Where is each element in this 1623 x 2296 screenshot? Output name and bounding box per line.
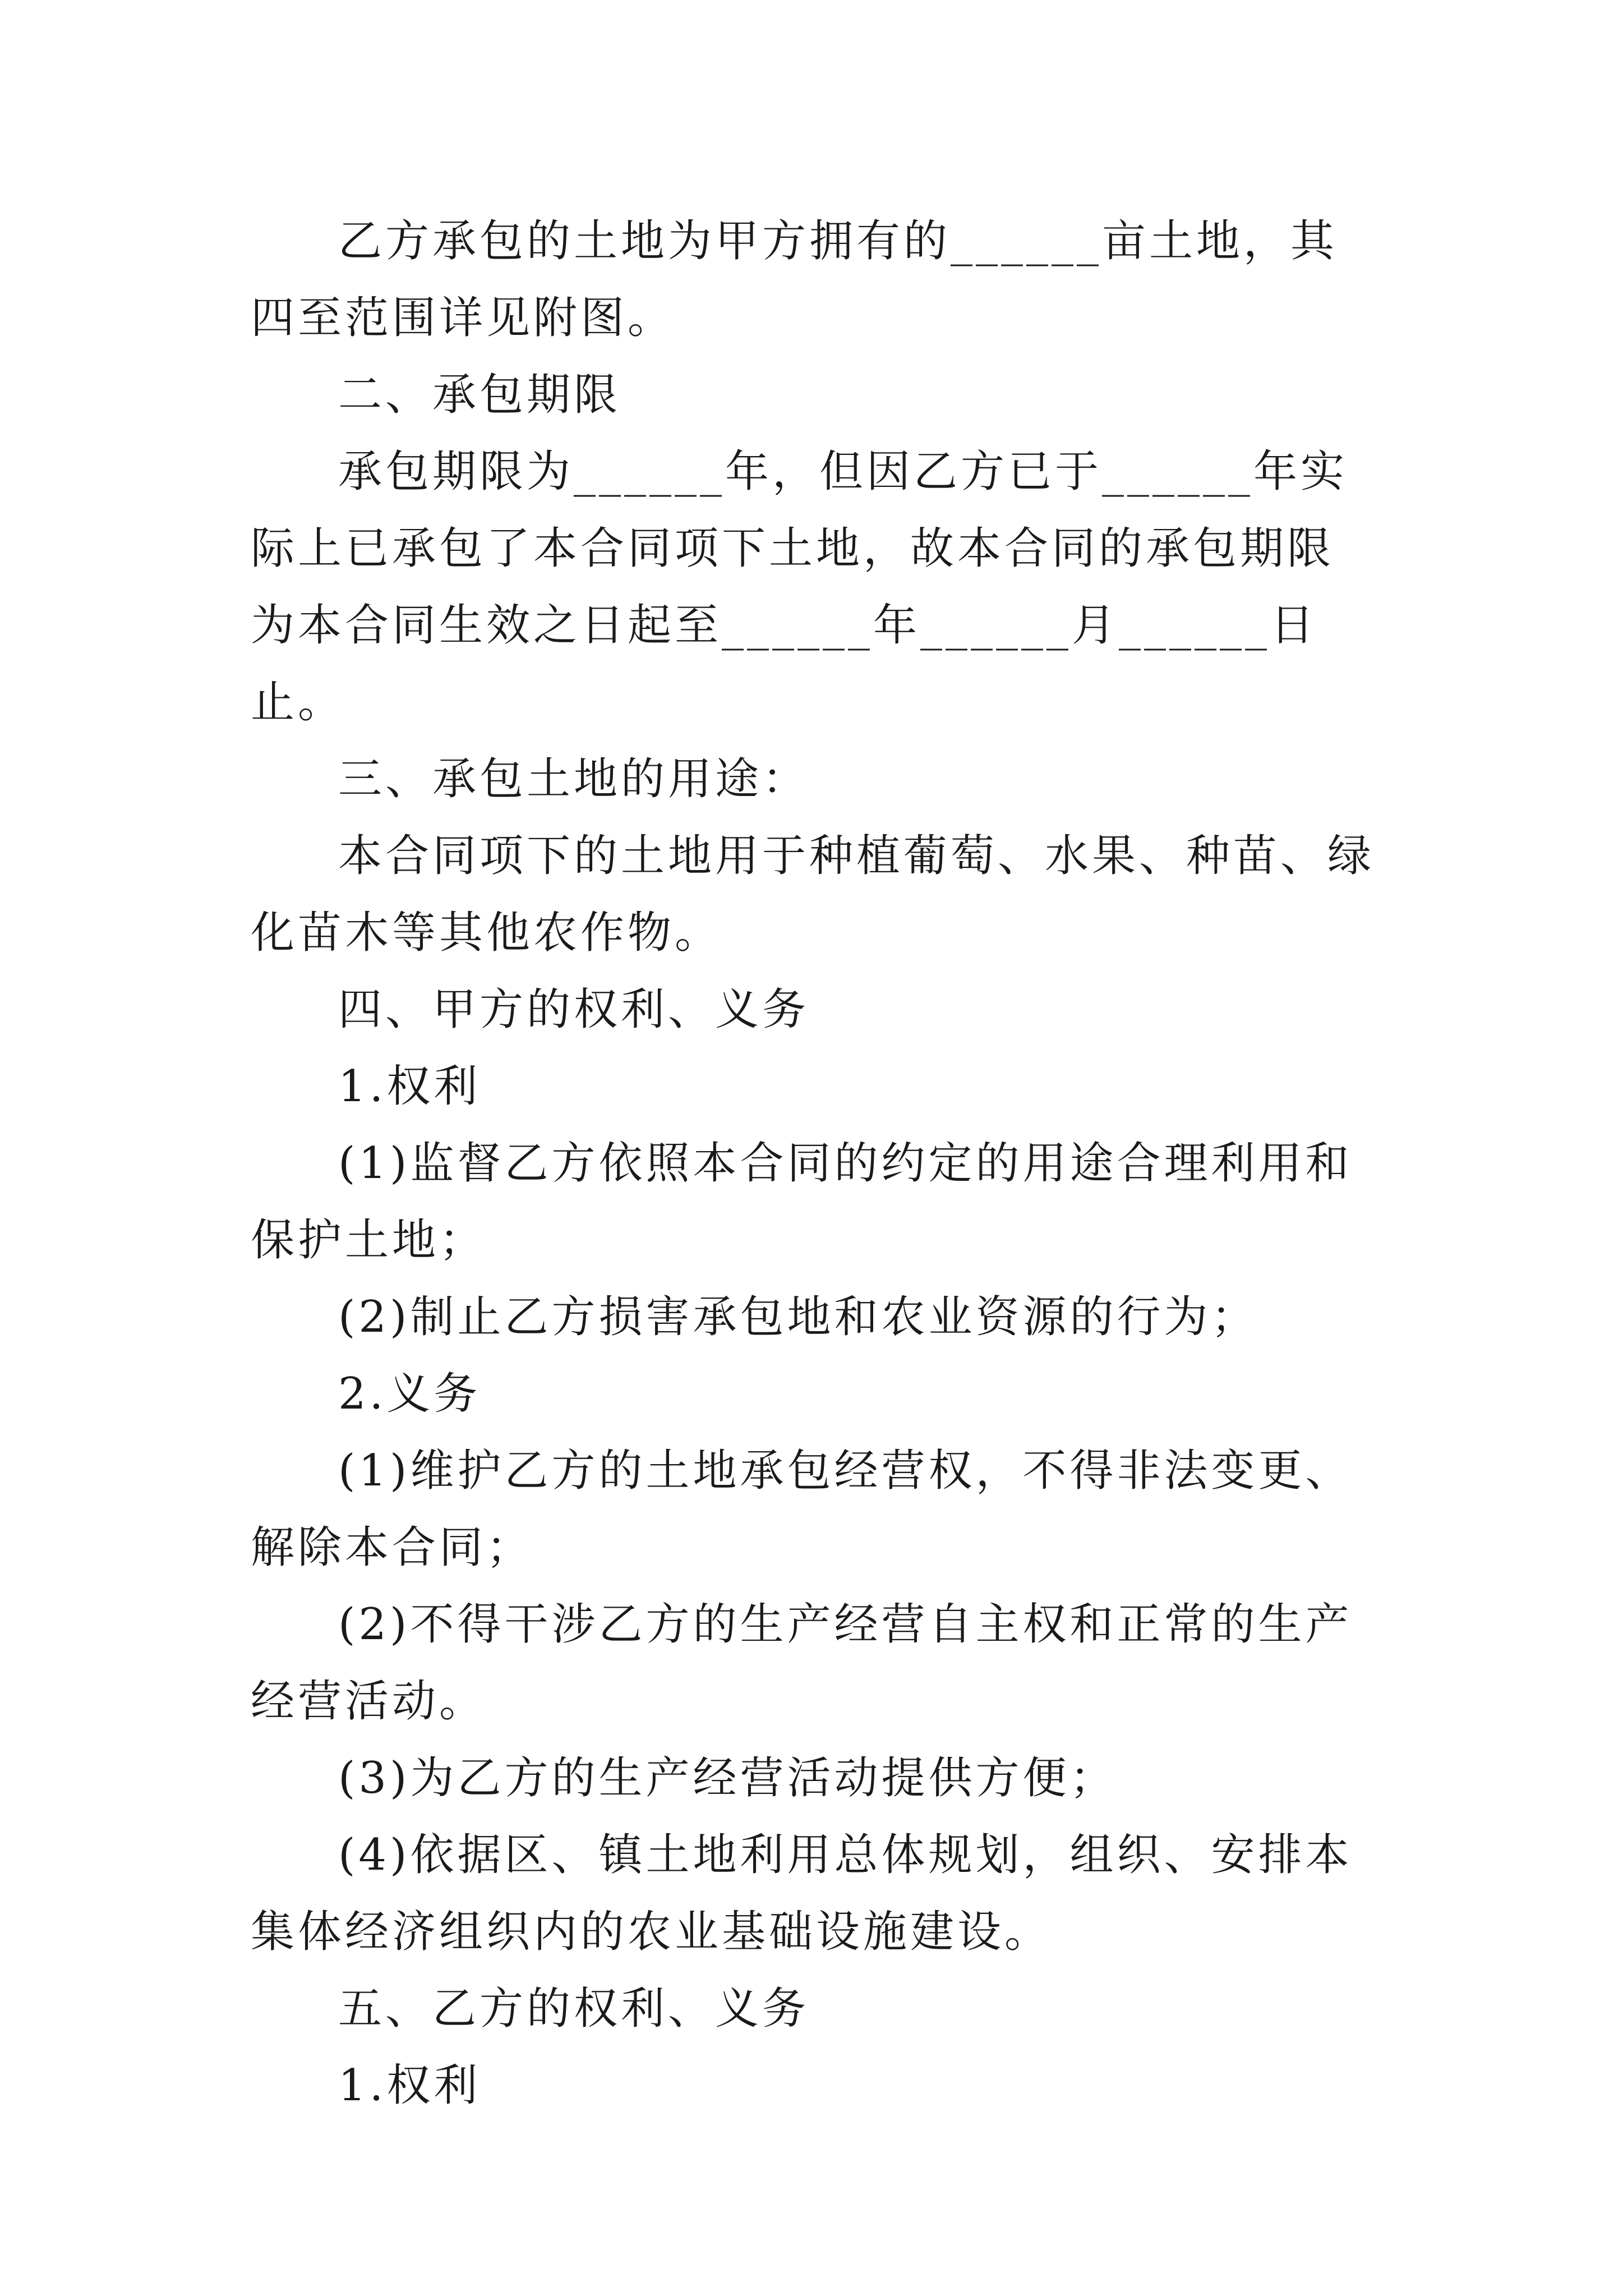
subheading-party-b-rights: 1.权利 bbox=[338, 2060, 481, 2111]
section-heading-contract-term: 二、承包期限 bbox=[338, 370, 621, 420]
section-heading-party-a-rights: 四、甲方的权利、义务 bbox=[338, 984, 810, 1035]
paragraph-land-use: 本合同项下的土地用于种植葡萄、水果、种苗、绿化苗木等其他农作物。 bbox=[251, 831, 1375, 958]
document-body bbox=[251, 203, 1378, 2124]
section-heading-party-b-rights: 五、乙方的权利、义务 bbox=[338, 1984, 810, 2034]
section-heading-land-use: 三、承包土地的用途： bbox=[338, 754, 810, 804]
paragraph-land-area: 乙方承包的土地为甲方拥有的______亩土地，其四至范围详见附图。 bbox=[251, 216, 1338, 343]
subheading-party-a-rights: 1.权利 bbox=[338, 1061, 481, 1112]
list-item-party-a-right-2: (2)制止乙方损害承包地和农业资源的行为； bbox=[338, 1292, 1258, 1342]
list-item-party-a-obligation-1: (1)维护乙方的土地承包经营权，不得非法变更、解除本合同； bbox=[251, 1446, 1353, 1573]
paragraph-contract-term: 承包期限为______年，但因乙方已于______年实际上已承包了本合同项下土地，故本合同的承包期限为本合同生效之日起至______年______月______日止。 bbox=[251, 447, 1348, 728]
list-item-party-a-obligation-4: (4)依据区、镇土地利用总体规划，组织、安排本集体经济组织内的农业基础设施建设。 bbox=[251, 1830, 1353, 1957]
subheading-party-a-obligations: 2.义务 bbox=[338, 1369, 481, 1419]
list-item-party-a-right-1: (1)监督乙方依照本合同的约定的用途合理利用和保护土地； bbox=[251, 1138, 1353, 1266]
list-item-party-a-obligation-2: (2)不得干涉乙方的生产经营自主权和正常的生产经营活动。 bbox=[251, 1599, 1353, 1727]
list-item-party-a-obligation-3: (3)为乙方的生产经营活动提供方便； bbox=[338, 1753, 1117, 1803]
